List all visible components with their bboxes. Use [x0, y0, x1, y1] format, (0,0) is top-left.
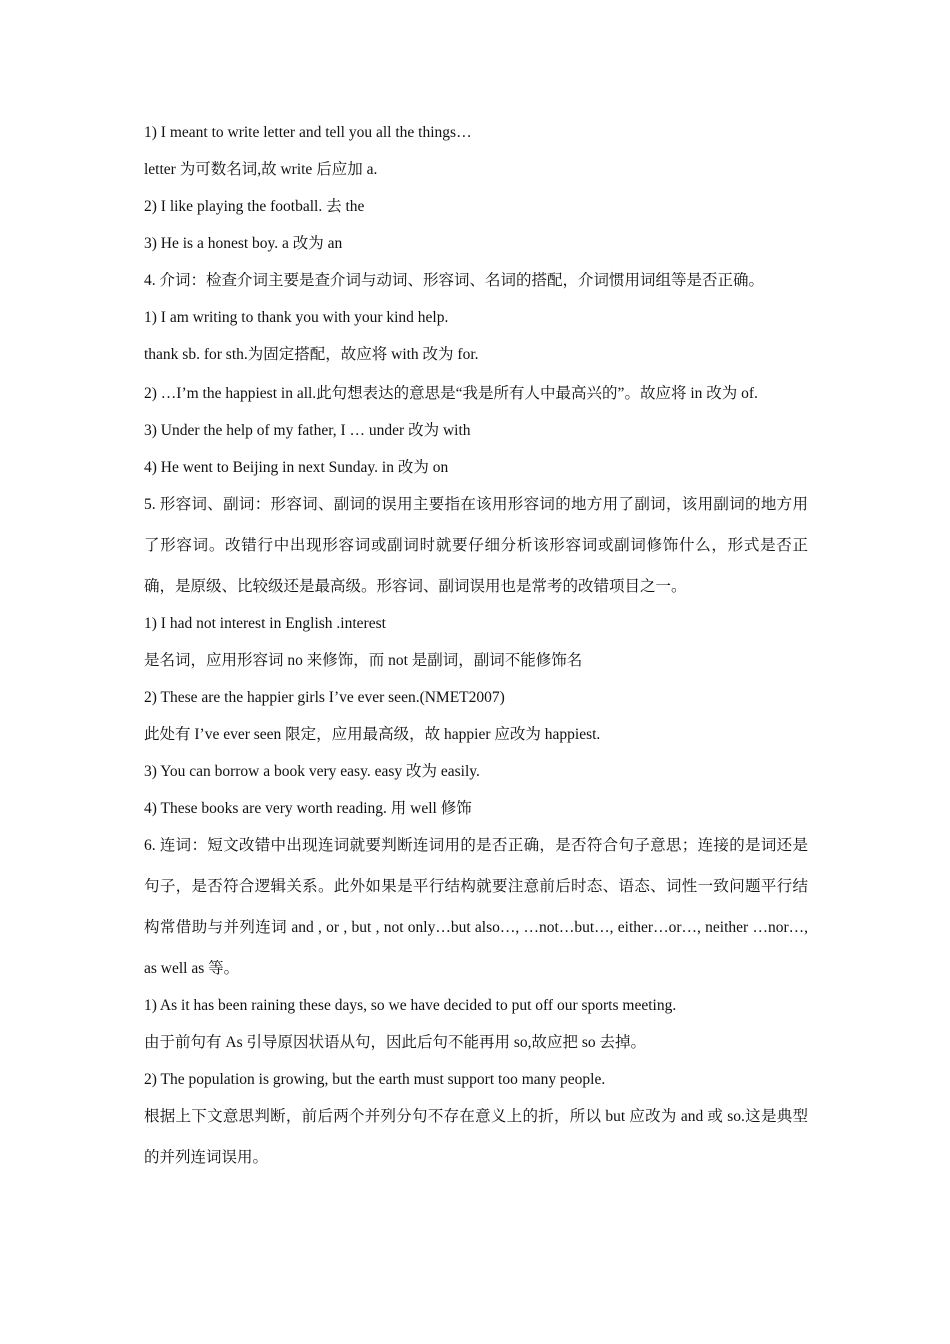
section-heading-adjective-adverb: 5. 形容词、副词：形容词、副词的误用主要指在该用形容词的地方用了副词，该用副词的地方用了形容词。改错行中出现形容词或副词时就要仔细分析该形容词或副词修饰什么，形式是否正确，是原级、比较级还是最高级。形容词、副词误用也是常考的改错项目之一。	[144, 496, 808, 595]
explanation-line-2: thank sb. for sth.为固定搭配，故应将 with 改为 for.	[144, 346, 479, 363]
example-line-4: 1) I am writing to thank you with your kind help.	[144, 309, 449, 326]
example-line-9: 2) These are the happier girls I’ve ever seen.(NMET2007)	[144, 689, 505, 706]
example-line-10: 3) You can borrow a book very easy. easy 改为 easily.	[144, 763, 480, 780]
example-line-12: 1) As it has been raining these days, so we have decided to put off our sports meeting.	[144, 997, 677, 1014]
explanation-line-4: 此处有 I’ve ever seen 限定，应用最高级，故 happier 应改为 happiest.	[144, 726, 601, 743]
example-line-6: 3) Under the help of my father, I … under 改为 with	[144, 422, 471, 439]
section-heading-conjunction: 6. 连词：短文改错中出现连词就要判断连词用的是否正确，是否符合句子意思；连接的是词还是句子，是否符合逻辑关系。此外如果是平行结构就要注意前后时态、语态、词性一致问题平行结构常借助与并列连词 and , or , but , not only…but also…, …not…but…, either…or…, neither …nor…, as well as 等。	[144, 837, 808, 977]
explanation-paragraph-6: 根据上下文意思判断，前后两个并列分句不存在意义上的折，所以 but 应改为 and 或 so.这是典型的并列连词误用。	[144, 1108, 808, 1166]
example-line-7: 4) He went to Beijing in next Sunday. in 改为 on	[144, 459, 449, 476]
explanation-line-5: 由于前句有 As 引导原因状语从句，因此后句不能再用 so,故应把 so 去掉。	[144, 1034, 647, 1051]
document-page	[144, 122, 808, 1184]
example-line-1: 1) I meant to write letter and tell you all the things…	[144, 124, 472, 141]
example-line-13: 2) The population is growing, but the earth must support too many people.	[144, 1071, 606, 1088]
example-line-8: 1) I had not interest in English .interest	[144, 615, 386, 632]
example-paragraph-5: 2) …I’m the happiest in all.此句想表达的意思是“我是所有人中最高兴的”。故应将 in 改为 of.	[144, 385, 758, 402]
explanation-line-1: letter 为可数名词,故 write 后应加 a.	[144, 161, 378, 178]
section-heading-preposition: 4. 介词：检查介词主要是查介词与动词、形容词、名词的搭配，介词惯用词组等是否正确。	[144, 272, 765, 289]
explanation-line-3: 是名词，应用形容词 no 来修饰，而 not 是副词，副词不能修饰名	[144, 652, 583, 669]
example-line-3: 3) He is a honest boy. a 改为 an	[144, 235, 343, 252]
example-line-11: 4) These books are very worth reading. 用 well 修饰	[144, 800, 472, 817]
example-line-2: 2) I like playing the football. 去 the	[144, 198, 365, 215]
